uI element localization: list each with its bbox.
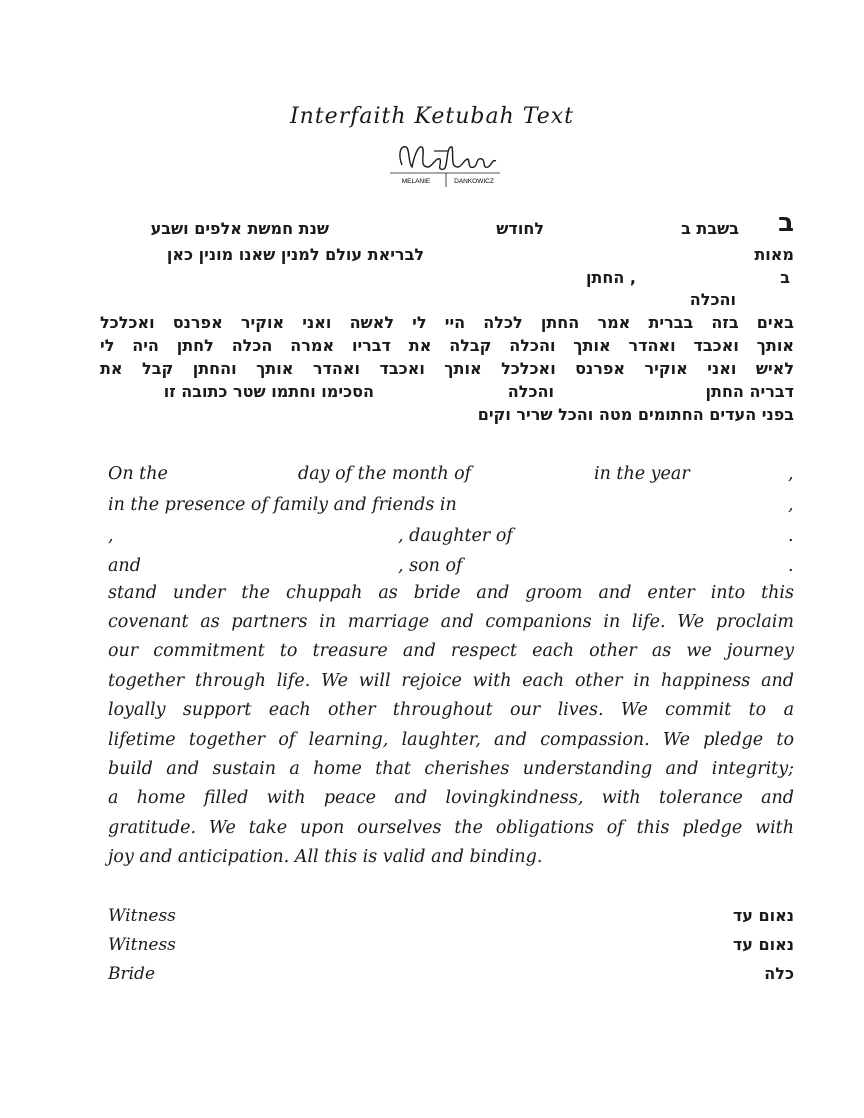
hebrew-line-8: [100, 381, 794, 403]
signature-label-hebrew: נאום עד: [732, 935, 794, 954]
hebrew-creation: לבריאת עולם למנין שאנו מונין כאן: [166, 245, 424, 264]
hebrew-body-line-3: לאיש ואני אוקיר אפרנס ואכלכל אותך ואכבד ואהדר אותך והחתן קבל את: [100, 359, 794, 378]
signature-label-hebrew: כלה: [764, 964, 794, 983]
english-line-2: [108, 491, 794, 519]
signature-row-witness-2: [108, 931, 794, 959]
hebrew-line8-end: הסכימו וחתמו שטר כתובה זו: [163, 382, 374, 401]
signature-row-witness-1: [108, 902, 794, 930]
hebrew-line8-vehakalah: והכלה: [507, 382, 554, 401]
logo-first-name: MELANIE: [401, 178, 431, 185]
hebrew-line-3: [100, 267, 794, 289]
hebrew-hechatan: , החתן: [585, 268, 636, 287]
english-line2-comma: ,: [788, 495, 794, 515]
english-line3-period: .: [788, 526, 794, 546]
hebrew-initial-bet: ב: [778, 208, 794, 238]
english-and: and: [108, 556, 141, 576]
melanie-dankowicz-logo: [388, 137, 504, 191]
hebrew-bet: ב: [780, 268, 790, 287]
paragraph-line: lifetime together of learning, laughter, and compassion. We pledge to: [108, 730, 794, 750]
hebrew-year: שנת חמשת אלפים ושבע: [150, 219, 329, 238]
english-daughter-of: , daughter of: [398, 526, 513, 546]
english-son-of: , son of: [398, 556, 463, 576]
english-day-of-month: day of the month of: [298, 464, 472, 484]
paragraph-line: gratitude. We take upon ourselves the obligations of this pledge with: [108, 818, 794, 838]
english-line-1: [108, 460, 794, 488]
hebrew-lachodesh: לחודש: [496, 219, 544, 238]
signature-label-english: Witness: [108, 935, 176, 955]
paragraph-line: our commitment to treasure and respect each other as we journey: [108, 641, 794, 661]
signature-logo-icon: [388, 137, 504, 191]
hebrew-body-line-2: אותך ואכבד ואהדר אותך והכלה קבלה את דבריו אמרה הכלה לחתן היה לי: [100, 336, 794, 355]
paragraph-line: stand under the chuppah as bride and groom and enter into this: [108, 583, 794, 603]
signature-label-hebrew: נאום עד: [732, 906, 794, 925]
hebrew-line-4: [100, 289, 794, 311]
hebrew-meot: מאות: [754, 245, 794, 264]
english-line-3: [108, 522, 794, 550]
signature-row-bride: [108, 960, 794, 988]
hebrew-vehakalah: והכלה: [689, 290, 736, 309]
english-line4-period: .: [788, 556, 794, 576]
logo-last-name: DANKOWICZ: [454, 178, 494, 185]
paragraph-line: covenant as partners in marriage and companions in life. We proclaim: [108, 612, 794, 632]
paragraph-line: loyally support each other throughout our lives. We commit to a: [108, 700, 794, 720]
english-on-the: On the: [108, 464, 168, 484]
paragraph-line: a home filled with peace and lovingkindness, with tolerance and: [108, 788, 794, 808]
document-title: Interfaith Ketubah Text: [289, 104, 574, 129]
paragraph-line: together through life. We will rejoice with each other in happiness and: [108, 671, 794, 691]
hebrew-closing: בפני העדים החתומים מטה והכל שריר וקים: [477, 405, 794, 424]
paragraph-line: build and sustain a home that cherishes understanding and integrity;: [108, 759, 794, 779]
english-line3-comma: ,: [108, 526, 114, 546]
paragraph-line: joy and anticipation. All this is valid and binding.: [108, 847, 543, 867]
signature-label-english: Witness: [108, 906, 176, 926]
hebrew-b-shabbat: בשבת ב: [681, 219, 739, 238]
hebrew-line-2: [100, 244, 794, 266]
english-presence: in the presence of family and friends in: [108, 495, 457, 515]
english-line-4: [108, 552, 794, 580]
english-line1-comma: ,: [788, 464, 794, 484]
english-in-the-year: in the year: [594, 464, 690, 484]
hebrew-divrei: דבריה החתן: [705, 382, 794, 401]
hebrew-line-1: [100, 208, 794, 240]
hebrew-line-9: [100, 404, 794, 426]
hebrew-body-line-1: באים בזה בברית אמר החתן לכלה היי לי לאשה ואני אוקיר אפרנס ואכלכל: [100, 313, 794, 332]
signature-label-english: Bride: [108, 964, 155, 984]
